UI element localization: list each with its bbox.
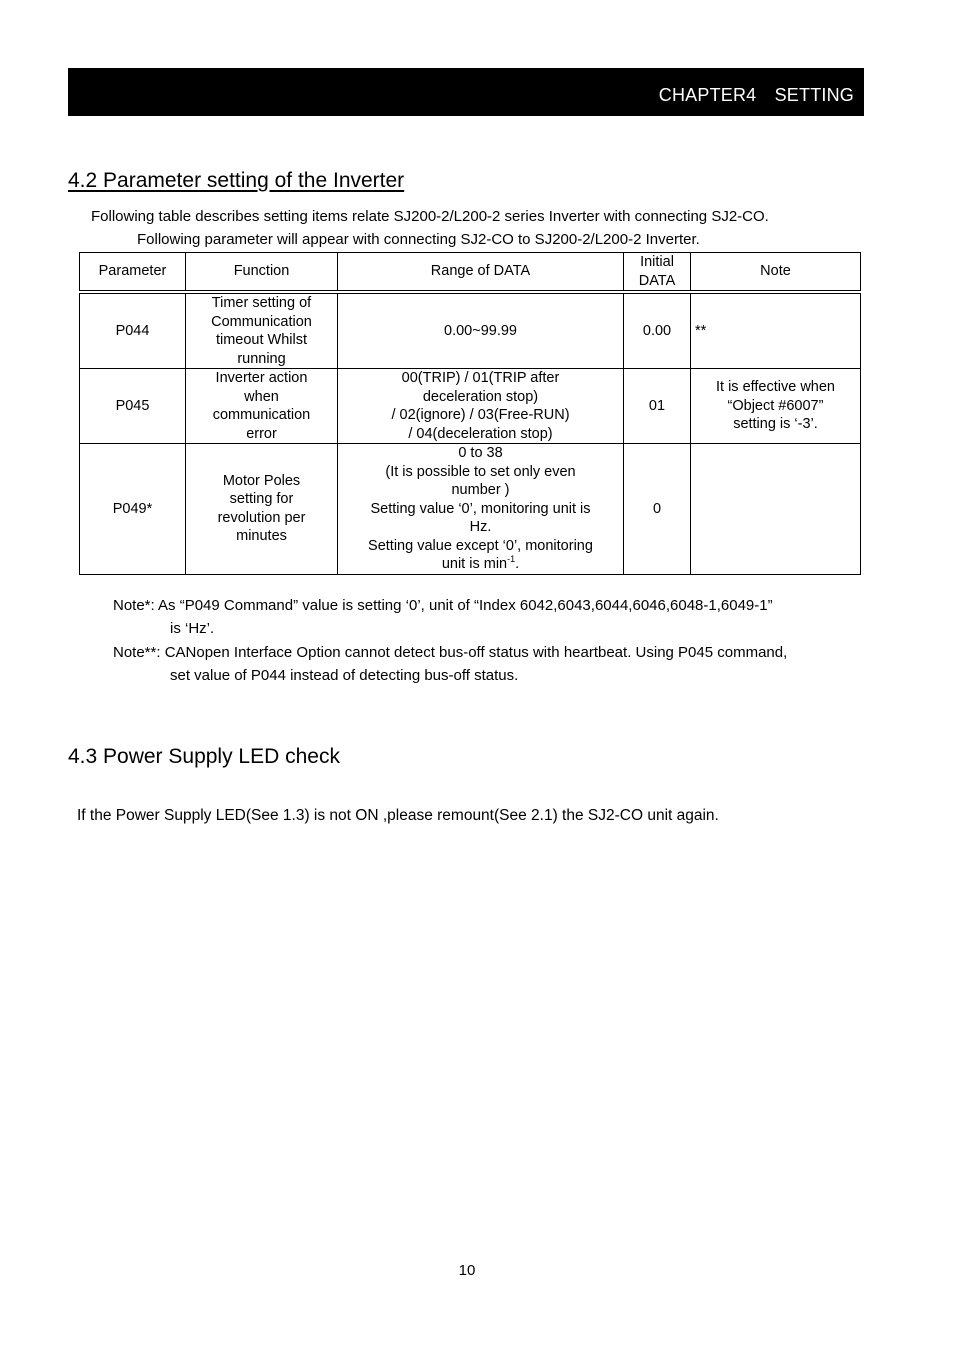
cell-initial: 01 <box>624 369 691 444</box>
range-line: / 02(ignore) / 03(Free-RUN) <box>391 407 570 423</box>
table-header-row <box>80 253 861 293</box>
range-line: 00(TRIP) / 01(TRIP after <box>401 370 560 386</box>
cell-initial: 0 <box>624 444 691 575</box>
note-line: ** <box>695 322 707 339</box>
note-1-line-1: Note*: As “P049 Command” value is setting ‘0’, unit of “Index 6042,6043,6044,6046,6048-1,6049-1” <box>113 597 773 614</box>
cell-note <box>691 292 861 369</box>
cell-note <box>691 444 861 575</box>
function-line: when <box>244 388 279 405</box>
section-4-3-body: If the Power Supply LED(See 1.3) is not ON ,please remount(See 2.1) the SJ2-CO unit again. <box>77 807 719 824</box>
table-row <box>80 292 861 369</box>
cell-function <box>186 444 338 575</box>
range-line: deceleration stop) <box>422 388 539 405</box>
function-line: running <box>237 350 286 367</box>
range-line: Setting value ‘0’, monitoring unit is <box>370 500 591 517</box>
cell-initial: 0.00 <box>624 292 691 369</box>
parameter-table <box>79 252 861 575</box>
note-line: “Object #6007” <box>727 397 824 414</box>
section-4-2-title: 4.2 Parameter setting of the Inverter <box>68 169 405 192</box>
intro-line-1: Following table describes setting items relate SJ200-2/L200-2 series Inverter with connecting SJ2-CO. <box>91 208 769 225</box>
cell-function <box>186 369 338 444</box>
intro-line-2: Following parameter will appear with connecting SJ2-CO to SJ200-2/L200-2 Inverter. <box>137 231 700 248</box>
cell-range <box>338 369 624 444</box>
header-range: Range of DATA <box>338 253 624 293</box>
function-line: communication <box>212 407 311 423</box>
chapter-header-bar <box>68 68 864 116</box>
note-line: setting is ‘-3’. <box>733 416 818 433</box>
range-line: number ) <box>451 482 510 498</box>
section-4-3-title: 4.3 Power Supply LED check <box>68 745 340 768</box>
header-initial-data-text: Initial DATA <box>638 254 676 289</box>
range-line: Setting value except ‘0’, monitoring <box>368 537 593 554</box>
note-1-line-2: is ‘Hz’. <box>170 620 215 637</box>
cell-note <box>691 369 861 444</box>
header-parameter: Parameter <box>80 253 186 293</box>
range-line: / 04(deceleration stop) <box>408 425 553 442</box>
table-row <box>80 444 861 575</box>
range-line: 0 to 38 <box>458 445 503 461</box>
function-line: timeout Whilst <box>215 332 308 348</box>
note-line: It is effective when <box>715 379 836 396</box>
header-note: Note <box>691 253 861 293</box>
note-2-line-2: set value of P044 instead of detecting bus-off status. <box>170 667 519 684</box>
function-line: Timer setting of <box>211 295 312 311</box>
header-function: Function <box>186 253 338 293</box>
range-unit-period: . <box>515 556 520 572</box>
cell-parameter: P045 <box>80 369 186 444</box>
range-unit-text: unit is min <box>441 556 508 572</box>
function-line: Inverter action <box>215 370 308 386</box>
range-line-unit <box>342 555 619 574</box>
range-unit-superscript: -1 <box>507 554 516 565</box>
cell-parameter: P049* <box>80 444 186 575</box>
chapter-title: CHAPTER4 SETTING <box>658 85 854 105</box>
range-line: Hz. <box>469 519 492 535</box>
note-2-line-1: Note**: CANopen Interface Option cannot detect bus-off status with heartbeat. Using P045 command, <box>113 644 788 661</box>
table-row <box>80 369 861 444</box>
header-initial-data <box>624 253 691 293</box>
function-line: Motor Poles <box>222 472 301 489</box>
cell-function <box>186 292 338 369</box>
function-line: error <box>246 425 277 442</box>
cell-range <box>338 444 624 575</box>
cell-parameter: P044 <box>80 292 186 369</box>
function-line: minutes <box>236 528 287 545</box>
function-line: Communication <box>211 313 312 330</box>
page-number: 10 <box>458 1262 476 1279</box>
function-line: revolution per <box>217 509 306 526</box>
range-line: (It is possible to set only even <box>385 463 576 480</box>
cell-range <box>338 292 624 369</box>
range-line: 0.00~99.99 <box>444 322 517 339</box>
function-line: setting for <box>229 491 294 508</box>
